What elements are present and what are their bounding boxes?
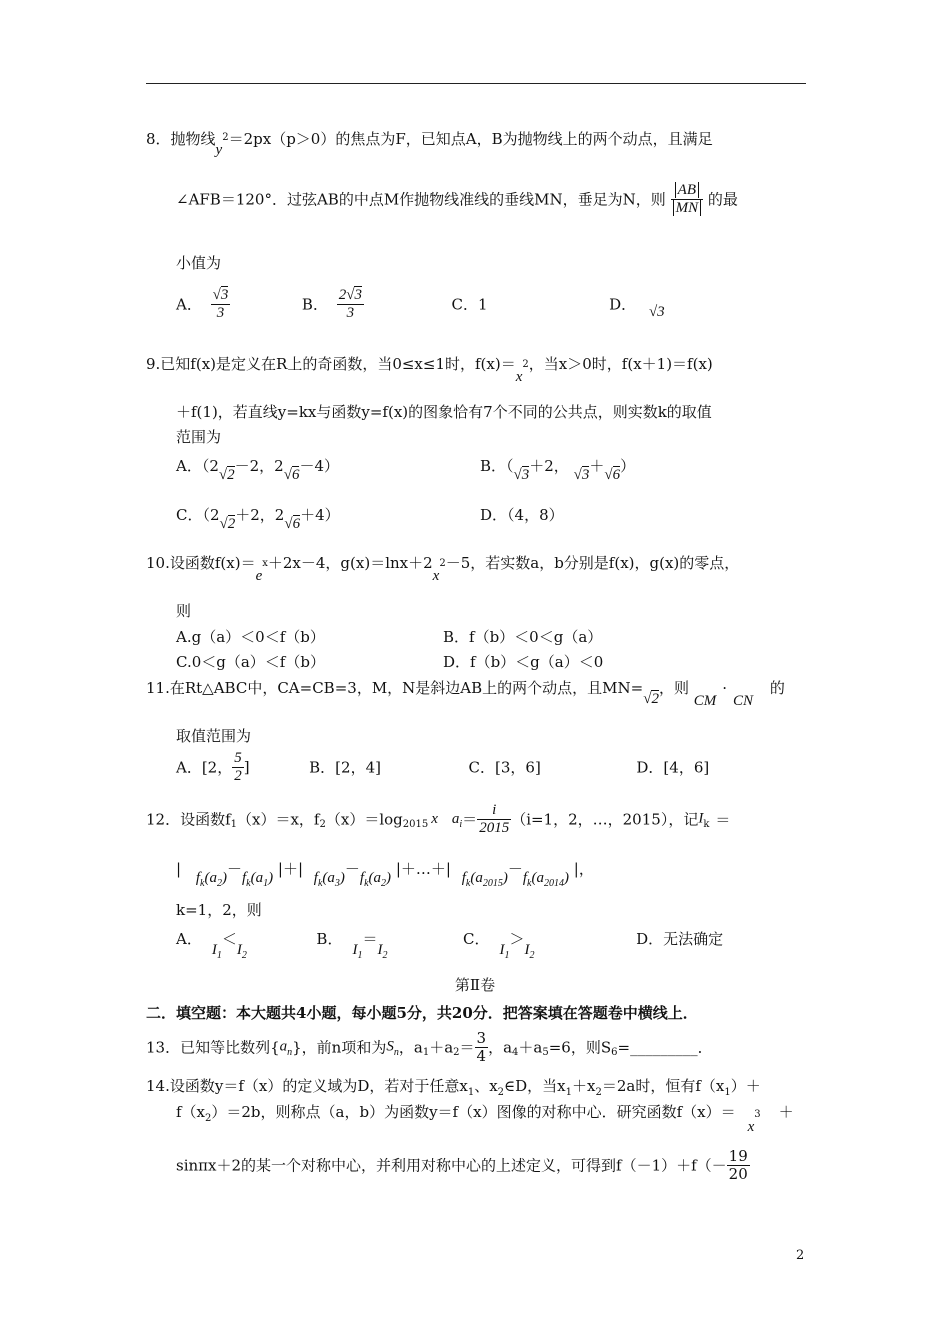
q12-option-b: B． (316, 930, 343, 948)
q12-line1: 12．设函数$f_1(x)=x$，$f_2(x)=\log_{2015}$ x $a_i=$ $\frac{i}{2015}$ （i=1，2，…，2015），记$I_k$ ＝ (146, 802, 731, 836)
q12-option-a: A． (176, 930, 202, 948)
q8-option-d: D． (609, 295, 637, 314)
q12-options: A．$I_1<I_2$ B．$I_1=I_2$ C．$I_1>I_2$ D．无法确定 (176, 930, 724, 961)
q14-line3: sinπx＋2的某一个对称中心，并利用对称中心的上述定义，可得到f（－1）＋f（－ $\frac{19}{20}$ (176, 1147, 748, 1183)
q10-option-c: C.0＜g（a）＜f（b） (176, 653, 325, 671)
q9-line1: 9.已知f(x)是定义在R上的奇函数，当0≤x≤1时，$f(x)=x^2$，当x＞0时，f(x＋1)＝f(x) (146, 355, 713, 385)
q11-options: A．[2， $\frac{5}{2}$ ] B．[2，4] C．[3，6] D．[4，6] (176, 750, 710, 784)
q9-option-b: B．（√3＋2， √3＋√6） (480, 457, 636, 483)
q11-line1: 11.在Rt△ABC中，CA=CB=3，M，N是斜边AB上的两个动点，且MN=√2，则 CM·CN 的 (146, 679, 785, 709)
q8-line1: 8．抛物线$y^2=2px(p>0)$的焦点为F，已知点A，B为抛物线上的两个动点，且满足 (146, 130, 713, 158)
q8-options: A． $\frac{√3}{3}$ B． $\frac{2√3}{3}$ C．1 D． √3 (176, 287, 665, 321)
q13-line1: 13．已知等比数列$\{a_n\}$，前n项和为$S_n$，$a_1+a_2=$ $\frac{3}{4}$ ，$a_4+a_5=6$，则$S_6=\_\_\_\_\_\_\_\_\_$． (146, 1029, 713, 1065)
q14-line2: $f(x_2)=2b$，则称点（a，b）为函数y＝f（x）图像的对称中心．研究函数$f(x)=x^3$ ＋ (176, 1103, 794, 1135)
q10-line1: 10.设函数$f(x)=e^x+2x-4$，$g(x)=\ln x+2x^2-5$，若实数a，b分别是f(x)，g(x)的零点， (146, 554, 740, 584)
q11-line2: 取值范围为 (176, 727, 252, 745)
q10-line2: 则 (176, 602, 192, 620)
q12-option-d: D．无法确定 (636, 930, 724, 948)
q8-option-a: A． (176, 295, 202, 314)
q11-option-d: D．[4，6] (636, 758, 710, 777)
section-two-heading: 二．填空题：本大题共4小题，每小题5分，共20分．把答案填在答题卷中横线上． (146, 1004, 698, 1022)
header-rule (146, 83, 806, 84)
part-two-title: 第Ⅱ卷 (454, 976, 496, 994)
q8-option-c: C．1 (451, 295, 488, 314)
q11-option-b: B．[2，4] (309, 758, 381, 777)
q8-line2: ∠AFB＝120°．过弦AB的中点M作抛物线准线的垂线MN，垂足为N，则 $\frac{AB}{MN}$ 的最 (176, 182, 738, 216)
page-number: 2 (796, 1248, 805, 1263)
q11-option-a: A．[2， (176, 758, 233, 777)
q10-option-a: A.g（a）＜0＜f（b） (176, 628, 325, 646)
q8-option-b: B． (301, 295, 328, 314)
q8-line3: 小值为 (176, 254, 222, 272)
q10-option-b: B．f（b）＜0＜g（a） (443, 628, 603, 646)
q8-fraction: $\frac{AB}{MN}$ (671, 182, 704, 216)
q9-option-c: C．（2√2＋2，2√6＋4） (176, 506, 340, 532)
q11-option-c: C．[3，6] (468, 758, 541, 777)
q9-option-a: A．（2√2－2，2√6－4） (176, 457, 339, 483)
q10-option-d: D．f（b）＜g（a）＜0 (443, 653, 604, 671)
q9-line2: ＋f(1)，若直线y=kx与函数y=f(x)的图象恰有7个不同的公共点，则实数k的取值 (176, 403, 712, 421)
q12-option-c: C． (463, 930, 490, 948)
q9-option-d: D．（4，8） (480, 506, 564, 524)
q14-line1: 14.设函数y＝f（x）的定义域为D，若对于任意$x_1$、$x_2\in D$，当$x_1+x_2=2a$时，恒有$f(x_1)+$ (146, 1077, 761, 1098)
q12-line2: | $f_k(a_2)-f_k(a_1)$ |＋| $f_k(a_3)-f_k(a_2)$ |＋…＋| $f_k(a_{2015})-f_k(a_{2014})$ |， (176, 860, 594, 889)
q9-line3: 范围为 (176, 428, 222, 446)
q12-line3: k=1，2，则 (176, 901, 262, 919)
